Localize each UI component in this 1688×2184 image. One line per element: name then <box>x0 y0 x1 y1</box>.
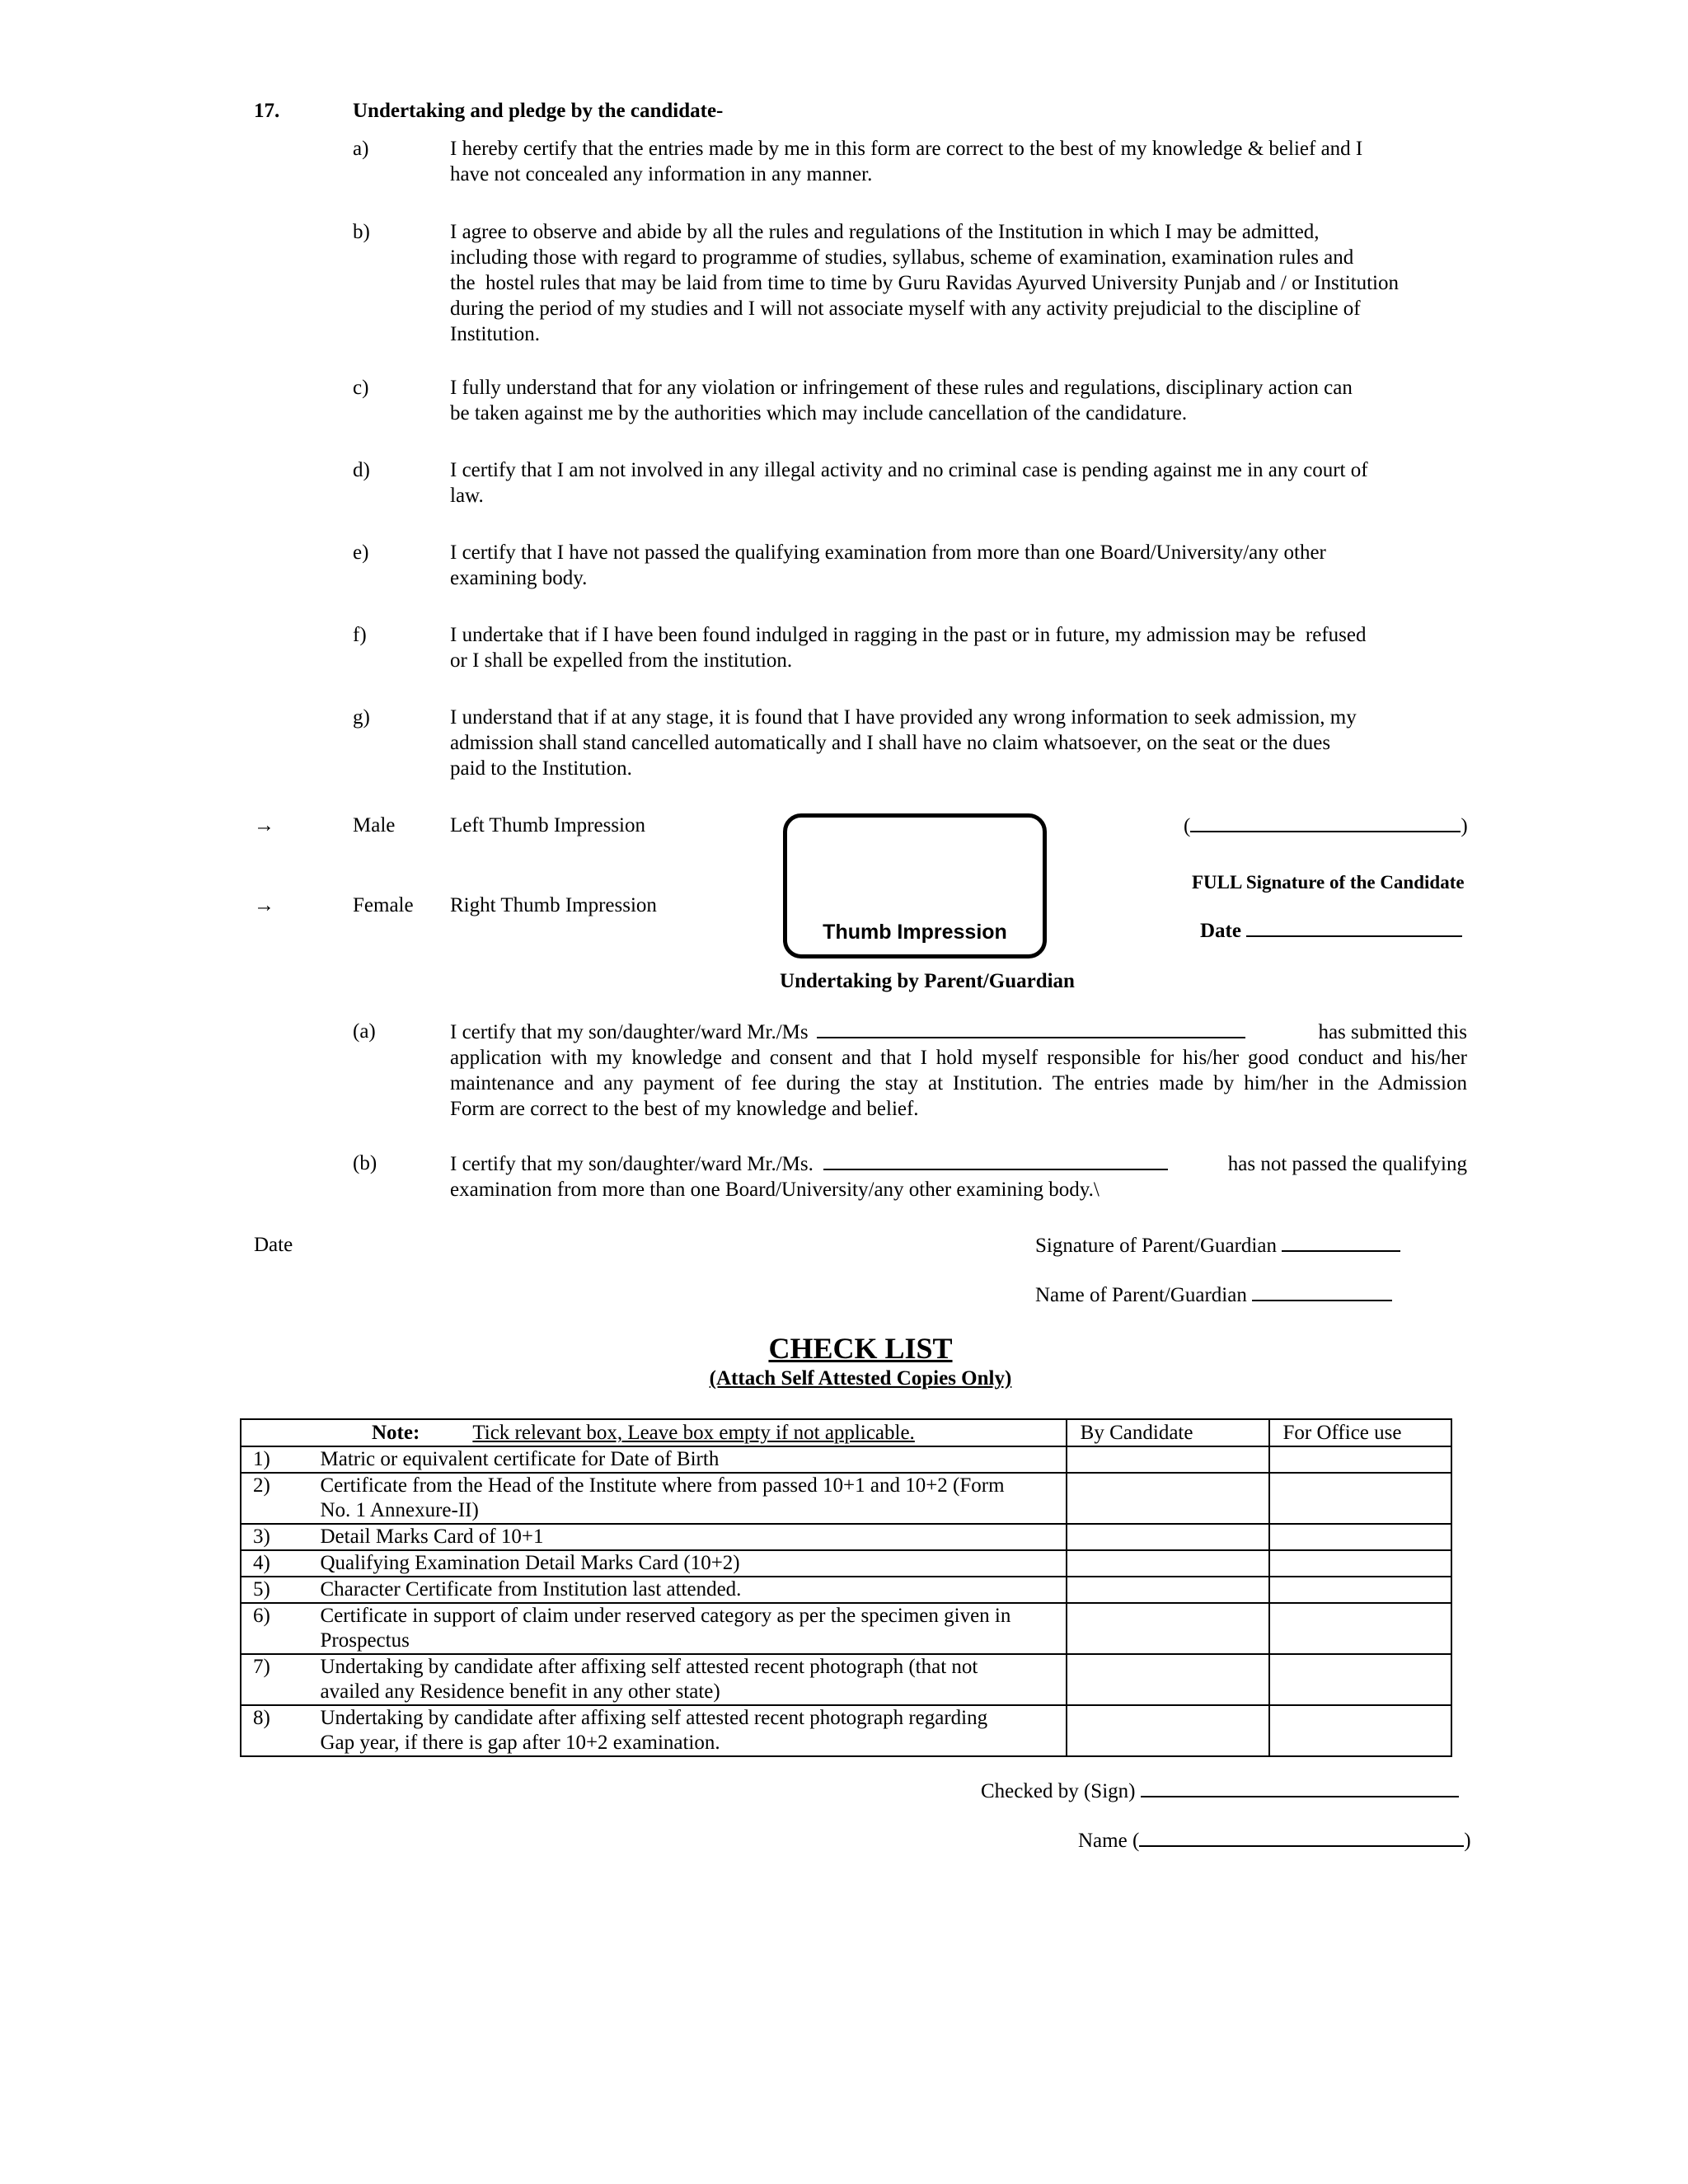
item-text-line: including those with regard to programme of studies, syllabus, scheme of examination, examination rules and <box>450 246 1354 269</box>
item-label: g) <box>353 706 370 729</box>
by-candidate-checkbox[interactable] <box>1067 1603 1269 1654</box>
item-label: b) <box>353 221 370 243</box>
row-description-line: Qualifying Examination Detail Marks Card (10+2) <box>320 1552 740 1574</box>
item-label: f) <box>353 624 367 646</box>
candidate-signature-line[interactable] <box>1184 813 1468 839</box>
item-text-line: examining body. <box>450 567 588 589</box>
checker-name-label: Name ( <box>1078 1830 1140 1852</box>
checker-name-close: ) <box>1464 1830 1471 1852</box>
checklist-subtitle: (Attach Self Attested Copies Only) <box>709 1367 1012 1390</box>
date-blank <box>1246 917 1462 937</box>
item-text-line: law. <box>450 485 484 507</box>
row-description-line: Gap year, if there is gap after 10+2 examination. <box>320 1732 720 1754</box>
table-row <box>241 1654 1451 1705</box>
office-use-checkbox[interactable] <box>1269 1446 1451 1473</box>
item-label: e) <box>353 541 369 564</box>
male-thumb-text: Left Thumb Impression <box>450 814 645 837</box>
office-use-checkbox[interactable] <box>1269 1577 1451 1603</box>
male-label: Male <box>353 814 396 837</box>
signature-caption: FULL Signature of the Candidate <box>1192 872 1465 893</box>
checklist-table <box>240 1418 1452 1757</box>
checklist-header-row <box>241 1419 1451 1446</box>
table-row <box>241 1705 1451 1756</box>
parent-clause-line: Form are correct to the best of my knowledge and belief. <box>450 1098 919 1120</box>
by-candidate-checkbox[interactable] <box>1067 1577 1269 1603</box>
checked-by-line[interactable] <box>981 1778 1459 1804</box>
parent-a-text: I certify that my son/daughter/ward Mr./Ms <box>450 1021 809 1043</box>
checker-name-blank <box>1139 1827 1464 1847</box>
signature-blank <box>1190 813 1461 832</box>
row-description-line: Character Certificate from Institution last attended. <box>320 1578 742 1601</box>
row-description-line: Detail Marks Card of 10+1 <box>320 1526 544 1548</box>
arrow-icon: → <box>254 894 274 916</box>
row-description <box>321 1654 1067 1705</box>
ward-name-field[interactable] <box>823 1151 1168 1170</box>
row-description <box>321 1446 1067 1473</box>
parent-clause-a <box>450 1019 1467 1122</box>
item-text <box>450 705 1357 781</box>
row-number: 6) <box>241 1603 321 1654</box>
candidate-date-label: Date <box>1200 920 1241 942</box>
table-row <box>241 1473 1451 1524</box>
note-label: Note: <box>372 1422 420 1444</box>
item-text-line: I certify that I have not passed the qualifying examination from more than one Board/University/any other <box>450 541 1326 564</box>
row-number: 1) <box>241 1446 321 1473</box>
item-text-line: admission shall stand cancelled automatically and I shall have no claim whatsoever, on the seat or the dues <box>450 732 1331 754</box>
row-number: 2) <box>241 1473 321 1524</box>
parent-name-blank <box>1252 1282 1392 1301</box>
checker-name-line[interactable] <box>1078 1827 1471 1854</box>
item-text-line: I fully understand that for any violation or infringement of these rules and regulations, disciplinary action can <box>450 377 1353 399</box>
row-number: 4) <box>241 1550 321 1577</box>
row-description-line: Certificate in support of claim under reserved category as per the specimen given in <box>320 1605 1011 1627</box>
arrow-icon: → <box>254 814 274 837</box>
office-use-checkbox[interactable] <box>1269 1550 1451 1577</box>
table-row <box>241 1550 1451 1577</box>
row-number: 7) <box>241 1654 321 1705</box>
item-text-line: during the period of my studies and I will not associate myself with any activity prejudicial to the discipline of <box>450 298 1361 320</box>
office-use-checkbox[interactable] <box>1269 1705 1451 1756</box>
office-use-checkbox[interactable] <box>1269 1524 1451 1550</box>
item-text-line: Institution. <box>450 323 541 345</box>
office-use-checkbox[interactable] <box>1269 1603 1451 1654</box>
row-description <box>321 1550 1067 1577</box>
row-description-line: Undertaking by candidate after affixing self attested recent photograph (that not <box>320 1656 978 1678</box>
by-candidate-checkbox[interactable] <box>1067 1446 1269 1473</box>
item-text <box>450 540 1326 591</box>
table-row <box>241 1446 1451 1473</box>
ward-name-field[interactable] <box>817 1019 1245 1038</box>
parent-clause-line: examination from more than one Board/University/any other examining body.\ <box>450 1179 1100 1201</box>
parent-name-label: Name of Parent/Guardian <box>1035 1284 1247 1306</box>
col-by-candidate: By Candidate <box>1067 1419 1269 1446</box>
item-text-line: I certify that I am not involved in any illegal activity and no criminal case is pending against me in any court of <box>450 459 1368 481</box>
item-text-line: or I shall be expelled from the institution. <box>450 649 793 672</box>
table-row <box>241 1524 1451 1550</box>
office-use-checkbox[interactable] <box>1269 1473 1451 1524</box>
row-description-line: availed any Residence benefit in any other state) <box>320 1680 720 1703</box>
section-heading: Undertaking and pledge by the candidate- <box>353 100 724 122</box>
row-description <box>321 1705 1067 1756</box>
item-label: d) <box>353 459 370 481</box>
item-text-line: I understand that if at any stage, it is found that I have provided any wrong information to seek admission, my <box>450 706 1357 729</box>
parent-date-label: Date <box>254 1234 293 1256</box>
item-text-line: I agree to observe and abide by all the rules and regulations of the Institution in which I may be admitted, <box>450 221 1320 243</box>
item-text-line: have not concealed any information in any manner. <box>450 163 873 185</box>
parent-b-text: I certify that my son/daughter/ward Mr./Ms. <box>450 1153 814 1175</box>
note-cell <box>241 1419 1067 1446</box>
sig-open-paren: ( <box>1184 815 1191 837</box>
item-text-line: the hostel rules that may be laid from time to time by Guru Ravidas Ayurved University Punjab and / or Institution <box>450 272 1399 294</box>
row-description-line: Matric or equivalent certificate for Date of Birth <box>320 1448 720 1470</box>
parent-b-text: has not passed the qualifying <box>1227 1153 1467 1175</box>
row-description <box>321 1577 1067 1603</box>
parent-clause-line: maintenance and any payment of fee during the stay at Institution. The entries made by him/her in the Admission <box>450 1072 1467 1094</box>
checklist-title: CHECK LIST <box>768 1332 953 1365</box>
row-description-line: Prospectus <box>320 1629 410 1652</box>
by-candidate-checkbox[interactable] <box>1067 1705 1269 1756</box>
by-candidate-checkbox[interactable] <box>1067 1550 1269 1577</box>
sig-close-paren: ) <box>1461 815 1468 837</box>
parent-clause-line: application with my knowledge and consent and that I hold myself responsible for his/her good conduct and his/her <box>450 1047 1467 1069</box>
parent-a-text: has submitted this <box>1318 1021 1467 1043</box>
female-thumb-text: Right Thumb Impression <box>450 894 657 916</box>
row-description-line: Undertaking by candidate after affixing self attested recent photograph regarding <box>320 1707 988 1729</box>
by-candidate-checkbox[interactable] <box>1067 1524 1269 1550</box>
parent-clause-b <box>450 1151 1467 1202</box>
item-text <box>450 219 1399 347</box>
item-label: a) <box>353 138 369 160</box>
note-text: Tick relevant box, Leave box empty if not applicable. <box>472 1422 915 1444</box>
parent-name-line[interactable] <box>1035 1282 1392 1308</box>
row-description-line: Certificate from the Head of the Institute where from passed 10+1 and 10+2 (Form <box>320 1474 1005 1497</box>
item-text-line: I hereby certify that the entries made by me in this form are correct to the best of my knowledge & belief and I <box>450 138 1363 160</box>
table-row <box>241 1603 1451 1654</box>
thumb-impression-box[interactable] <box>783 813 1047 958</box>
item-text <box>450 622 1367 673</box>
row-description <box>321 1603 1067 1654</box>
office-use-checkbox[interactable] <box>1269 1654 1451 1705</box>
row-number: 8) <box>241 1705 321 1756</box>
col-for-office-use: For Office use <box>1269 1419 1451 1446</box>
item-text <box>450 136 1362 187</box>
item-text-line: paid to the Institution. <box>450 757 632 780</box>
item-text-line: I undertake that if I have been found indulged in ragging in the past or in future, my admission may be refused <box>450 624 1367 646</box>
parent-signature-line[interactable] <box>1035 1232 1400 1258</box>
row-description-line: No. 1 Annexure-II) <box>320 1499 479 1521</box>
section-number: 17. <box>254 100 280 122</box>
row-number: 3) <box>241 1524 321 1550</box>
item-label: (b) <box>353 1152 377 1174</box>
row-description <box>321 1473 1067 1524</box>
item-text-line: be taken against me by the authorities which may include cancellation of the candidature. <box>450 402 1188 424</box>
by-candidate-checkbox[interactable] <box>1067 1473 1269 1524</box>
checked-by-blank <box>1141 1778 1459 1797</box>
parent-signature-label: Signature of Parent/Guardian <box>1035 1235 1277 1257</box>
item-label: (a) <box>353 1020 376 1043</box>
candidate-date-line[interactable] <box>1200 917 1462 944</box>
item-text <box>450 457 1368 509</box>
checked-by-label: Checked by (Sign) <box>981 1780 1136 1802</box>
by-candidate-checkbox[interactable] <box>1067 1654 1269 1705</box>
parent-signature-blank <box>1282 1232 1400 1252</box>
item-label: c) <box>353 377 369 399</box>
row-description <box>321 1524 1067 1550</box>
table-row <box>241 1577 1451 1603</box>
row-number: 5) <box>241 1577 321 1603</box>
female-label: Female <box>353 894 414 916</box>
thumb-impression-label: Thumb Impression <box>823 921 1007 944</box>
parent-heading: Undertaking by Parent/Guardian <box>780 970 1075 992</box>
item-text <box>450 375 1353 426</box>
